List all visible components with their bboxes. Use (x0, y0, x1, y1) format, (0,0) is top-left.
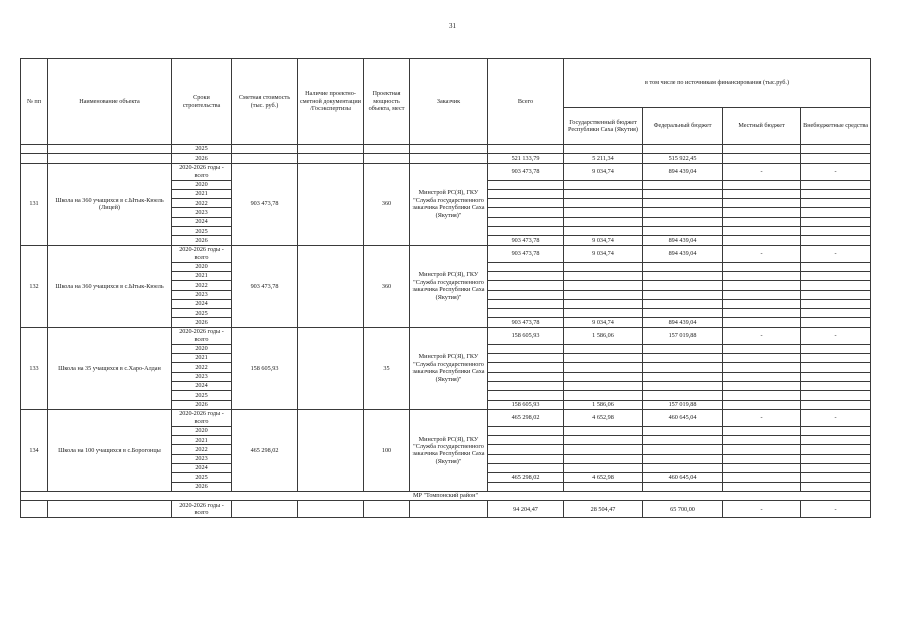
customer-cell: Минстрой РС(Я), ГКУ "Служба государственного заказчика Республики Саха (Якутия)" (410, 327, 488, 409)
federal-budget-cell (643, 436, 723, 445)
estimated-cost: 465 298,02 (232, 409, 298, 491)
federal-budget-cell (643, 189, 723, 198)
extrabudget-cell (801, 227, 871, 236)
capacity-cell (364, 154, 410, 163)
table-row (21, 163, 871, 180)
year-cell: 2020 (172, 344, 232, 353)
federal-budget-cell (643, 271, 723, 280)
extrabudget-cell (801, 309, 871, 318)
header-capacity: Проектная мощность объекта, мест (364, 59, 410, 145)
year-cell: 2026 (172, 318, 232, 327)
financing-table (20, 58, 871, 518)
project-name: Школа на 360 учащихся в с.Ытык-Кюель (48, 245, 172, 327)
state-budget-cell: 9 034,74 (564, 163, 643, 180)
customer-cell: Минстрой РС(Я), ГКУ "Служба государственного заказчика Республики Саха (Якутия)" (410, 409, 488, 491)
total-cell (488, 482, 564, 491)
year-cell: 2020-2026 годы - всего (172, 501, 232, 518)
state-budget-cell: 4 652,98 (564, 409, 643, 426)
extrabudget-cell (801, 271, 871, 280)
extrabudget-dash: - (801, 327, 871, 344)
federal-budget-cell (643, 262, 723, 271)
federal-budget-cell: 157 019,88 (643, 327, 723, 344)
cost-cell (232, 154, 298, 163)
project-number: 133 (21, 327, 48, 409)
local-budget-cell (723, 482, 801, 491)
federal-budget-cell: 515 922,45 (643, 154, 723, 163)
project-name: Школа на 35 учащихся в с.Харо-Алдан (48, 327, 172, 409)
local-budget-cell (723, 400, 801, 409)
docs-cell (298, 409, 364, 491)
state-budget-cell (564, 199, 643, 208)
year-cell: 2022 (172, 199, 232, 208)
name-cell (48, 145, 172, 154)
year-cell: 2022 (172, 281, 232, 290)
federal-budget-cell: 65 700,00 (643, 501, 723, 518)
total-cell (488, 145, 564, 154)
state-budget-cell (564, 381, 643, 390)
year-cell: 2025 (172, 473, 232, 482)
local-budget-cell (723, 217, 801, 226)
federal-budget-cell (643, 354, 723, 363)
total-cell: 903 473,78 (488, 318, 564, 327)
total-cell: 158 605,93 (488, 327, 564, 344)
cost-cell (232, 145, 298, 154)
state-budget-cell: 28 504,47 (564, 501, 643, 518)
state-budget-cell: 9 034,74 (564, 318, 643, 327)
year-cell: 2025 (172, 227, 232, 236)
total-cell (488, 217, 564, 226)
state-budget-cell: 9 034,74 (564, 245, 643, 262)
extrabudget-cell (801, 344, 871, 353)
local-budget-cell (723, 262, 801, 271)
local-budget-cell (723, 309, 801, 318)
federal-budget-cell (643, 482, 723, 491)
header-total: Всего (488, 59, 564, 145)
local-budget-dash: - (723, 501, 801, 518)
header-customer: Заказчик (410, 59, 488, 145)
total-cell: 903 473,78 (488, 236, 564, 245)
capacity-cell: 35 (364, 327, 410, 409)
region-row (21, 491, 871, 500)
state-budget-cell: 1 586,06 (564, 400, 643, 409)
name-cell (48, 154, 172, 163)
num-cell (21, 145, 48, 154)
extrabudget-cell (801, 236, 871, 245)
capacity-cell (364, 501, 410, 518)
capacity-cell: 360 (364, 163, 410, 245)
table-row (21, 145, 871, 154)
year-cell: 2020-2026 годы - всего (172, 409, 232, 426)
estimated-cost: 903 473,78 (232, 245, 298, 327)
state-budget-cell (564, 354, 643, 363)
total-cell (488, 309, 564, 318)
total-cell (488, 436, 564, 445)
capacity-cell: 360 (364, 245, 410, 327)
extrabudget-cell (801, 372, 871, 381)
local-budget-cell (723, 145, 801, 154)
local-budget-cell (723, 154, 801, 163)
total-cell (488, 381, 564, 390)
extrabudget-cell (801, 299, 871, 308)
year-cell: 2020-2026 годы - всего (172, 245, 232, 262)
state-budget-cell (564, 189, 643, 198)
federal-budget-cell: 894 439,04 (643, 163, 723, 180)
extrabudget-cell (801, 318, 871, 327)
federal-budget-cell (643, 445, 723, 454)
total-cell (488, 299, 564, 308)
state-budget-cell (564, 482, 643, 491)
extrabudget-cell (801, 281, 871, 290)
local-budget-cell (723, 290, 801, 299)
state-budget-cell (564, 309, 643, 318)
local-budget-cell (723, 208, 801, 217)
year-cell: 2021 (172, 354, 232, 363)
state-budget-cell (564, 464, 643, 473)
table-row (21, 501, 871, 518)
local-budget-cell (723, 454, 801, 463)
docs-cell (298, 145, 364, 154)
customer-cell (410, 154, 488, 163)
header-name: Наименование объекта (48, 59, 172, 145)
total-cell (488, 354, 564, 363)
local-budget-cell (723, 236, 801, 245)
local-budget-cell (723, 372, 801, 381)
federal-budget-cell (643, 217, 723, 226)
extrabudget-cell (801, 482, 871, 491)
region-title: МР "Томпонский район" (21, 491, 871, 500)
year-cell: 2023 (172, 208, 232, 217)
customer-cell: Минстрой РС(Я), ГКУ "Служба государственного заказчика Республики Саха (Якутия)" (410, 163, 488, 245)
total-cell (488, 426, 564, 435)
federal-budget-cell (643, 454, 723, 463)
local-budget-cell (723, 271, 801, 280)
extrabudget-cell (801, 208, 871, 217)
total-cell (488, 290, 564, 299)
state-budget-cell (564, 208, 643, 217)
total-cell (488, 445, 564, 454)
extrabudget-cell (801, 454, 871, 463)
table-row (21, 409, 871, 426)
local-budget-dash: - (723, 327, 801, 344)
federal-budget-cell: 460 645,04 (643, 409, 723, 426)
extrabudget-dash: - (801, 409, 871, 426)
state-budget-cell (564, 262, 643, 271)
local-budget-cell (723, 344, 801, 353)
federal-budget-cell: 460 645,04 (643, 473, 723, 482)
state-budget-cell (564, 426, 643, 435)
local-budget-cell (723, 464, 801, 473)
state-budget-cell (564, 299, 643, 308)
total-cell (488, 199, 564, 208)
local-budget-cell (723, 180, 801, 189)
table-row (21, 327, 871, 344)
local-budget-dash: - (723, 163, 801, 180)
federal-budget-cell (643, 281, 723, 290)
docs-cell (298, 501, 364, 518)
total-cell: 465 298,02 (488, 473, 564, 482)
total-cell (488, 271, 564, 280)
federal-budget-cell (643, 299, 723, 308)
state-budget-cell: 4 652,98 (564, 473, 643, 482)
state-budget-cell: 9 034,74 (564, 236, 643, 245)
customer-cell (410, 145, 488, 154)
state-budget-cell (564, 271, 643, 280)
extrabudget-cell (801, 154, 871, 163)
local-budget-cell (723, 391, 801, 400)
total-cell (488, 363, 564, 372)
extrabudget-cell (801, 426, 871, 435)
year-cell: 2024 (172, 381, 232, 390)
local-budget-cell (723, 299, 801, 308)
extrabudget-cell (801, 381, 871, 390)
extrabudget-cell (801, 363, 871, 372)
header-cost: Сметная стоимость (тыс. руб.) (232, 59, 298, 145)
total-cell (488, 180, 564, 189)
docs-cell (298, 327, 364, 409)
year-cell: 2023 (172, 454, 232, 463)
federal-budget-cell (643, 381, 723, 390)
state-budget-cell (564, 363, 643, 372)
year-cell: 2025 (172, 391, 232, 400)
federal-budget-cell (643, 227, 723, 236)
docs-cell (298, 154, 364, 163)
extrabudget-cell (801, 436, 871, 445)
state-budget-cell (564, 180, 643, 189)
extrabudget-cell (801, 189, 871, 198)
federal-budget-cell: 894 439,04 (643, 245, 723, 262)
federal-budget-cell (643, 464, 723, 473)
header-num: № пп (21, 59, 48, 145)
num-cell (21, 501, 48, 518)
header-extrabudget: Внебюджетные средства (801, 108, 871, 145)
year-cell: 2026 (172, 236, 232, 245)
header-docs: Наличие проектно-сметной документации /Госэкспертизы (298, 59, 364, 145)
state-budget-cell (564, 372, 643, 381)
year-cell: 2023 (172, 372, 232, 381)
total-cell (488, 464, 564, 473)
extrabudget-cell (801, 199, 871, 208)
state-budget-cell (564, 454, 643, 463)
header-federal-budget: Федеральный бюджет (643, 108, 723, 145)
year-cell: 2021 (172, 271, 232, 280)
year-cell: 2020 (172, 262, 232, 271)
state-budget-cell (564, 391, 643, 400)
docs-cell (298, 163, 364, 245)
capacity-cell (364, 145, 410, 154)
year-cell: 2020 (172, 180, 232, 189)
header-sources-group: в том числе по источникам финансирования (тыс.руб.) (564, 59, 871, 108)
total-cell: 521 133,79 (488, 154, 564, 163)
total-cell (488, 454, 564, 463)
federal-budget-cell (643, 309, 723, 318)
federal-budget-cell (643, 391, 723, 400)
estimated-cost: 903 473,78 (232, 163, 298, 245)
extrabudget-cell (801, 473, 871, 482)
total-cell: 903 473,78 (488, 245, 564, 262)
state-budget-cell (564, 436, 643, 445)
capacity-cell: 100 (364, 409, 410, 491)
customer-cell (410, 501, 488, 518)
year-cell: 2024 (172, 464, 232, 473)
year-cell: 2026 (172, 154, 232, 163)
federal-budget-cell: 894 439,04 (643, 318, 723, 327)
federal-budget-cell: 894 439,04 (643, 236, 723, 245)
local-budget-cell (723, 445, 801, 454)
local-budget-cell (723, 189, 801, 198)
local-budget-cell (723, 227, 801, 236)
local-budget-cell (723, 354, 801, 363)
total-cell: 903 473,78 (488, 163, 564, 180)
header-period: Сроки строительства (172, 59, 232, 145)
cost-cell (232, 501, 298, 518)
local-budget-cell (723, 318, 801, 327)
local-budget-cell (723, 199, 801, 208)
federal-budget-cell (643, 145, 723, 154)
extrabudget-cell (801, 290, 871, 299)
docs-cell (298, 245, 364, 327)
year-cell: 2024 (172, 299, 232, 308)
extrabudget-cell (801, 391, 871, 400)
extrabudget-dash: - (801, 163, 871, 180)
extrabudget-cell (801, 217, 871, 226)
project-number: 132 (21, 245, 48, 327)
project-name: Школа на 360 учащихся в с.Ытык-Кюель (Лицей) (48, 163, 172, 245)
state-budget-cell (564, 290, 643, 299)
federal-budget-cell (643, 363, 723, 372)
local-budget-cell (723, 281, 801, 290)
year-cell: 2021 (172, 436, 232, 445)
state-budget-cell (564, 227, 643, 236)
table-body (21, 145, 871, 518)
extrabudget-cell (801, 445, 871, 454)
estimated-cost: 158 605,93 (232, 327, 298, 409)
extrabudget-dash: - (801, 501, 871, 518)
name-cell (48, 501, 172, 518)
local-budget-dash: - (723, 409, 801, 426)
federal-budget-cell (643, 372, 723, 381)
year-cell: 2023 (172, 290, 232, 299)
total-cell (488, 281, 564, 290)
state-budget-cell (564, 145, 643, 154)
extrabudget-cell (801, 145, 871, 154)
local-budget-cell (723, 381, 801, 390)
year-cell: 2026 (172, 482, 232, 491)
year-cell: 2024 (172, 217, 232, 226)
local-budget-cell (723, 473, 801, 482)
page-number: 31 (449, 22, 456, 30)
state-budget-cell (564, 344, 643, 353)
year-cell: 2020-2026 годы - всего (172, 163, 232, 180)
total-cell: 158 605,93 (488, 400, 564, 409)
total-cell (488, 208, 564, 217)
state-budget-cell (564, 445, 643, 454)
federal-budget-cell (643, 426, 723, 435)
header-row (21, 59, 871, 108)
local-budget-cell (723, 426, 801, 435)
customer-cell: Минстрой РС(Я), ГКУ "Служба государственного заказчика Республики Саха (Якутия)" (410, 245, 488, 327)
extrabudget-cell (801, 354, 871, 363)
year-cell: 2022 (172, 363, 232, 372)
year-cell: 2026 (172, 400, 232, 409)
total-cell (488, 391, 564, 400)
total-cell (488, 372, 564, 381)
total-cell: 465 298,02 (488, 409, 564, 426)
total-cell: 94 204,47 (488, 501, 564, 518)
total-cell (488, 189, 564, 198)
total-cell (488, 344, 564, 353)
total-cell (488, 262, 564, 271)
local-budget-cell (723, 436, 801, 445)
local-budget-cell (723, 363, 801, 372)
header-local-budget: Местный бюджет (723, 108, 801, 145)
extrabudget-cell (801, 180, 871, 189)
federal-budget-cell (643, 344, 723, 353)
year-cell: 2025 (172, 145, 232, 154)
table-row (21, 154, 871, 163)
header-state-budget: Государственный бюджет Республики Саха (Якутия) (564, 108, 643, 145)
local-budget-dash: - (723, 245, 801, 262)
year-cell: 2020-2026 годы - всего (172, 327, 232, 344)
table-row (21, 245, 871, 262)
project-name: Школа на 100 учащихся в с.Борогонцы (48, 409, 172, 491)
extrabudget-dash: - (801, 245, 871, 262)
state-budget-cell: 1 586,06 (564, 327, 643, 344)
project-number: 131 (21, 163, 48, 245)
extrabudget-cell (801, 262, 871, 271)
federal-budget-cell (643, 208, 723, 217)
federal-budget-cell (643, 180, 723, 189)
state-budget-cell: 5 211,34 (564, 154, 643, 163)
federal-budget-cell (643, 290, 723, 299)
state-budget-cell (564, 217, 643, 226)
year-cell: 2020 (172, 426, 232, 435)
year-cell: 2022 (172, 445, 232, 454)
federal-budget-cell (643, 199, 723, 208)
num-cell (21, 154, 48, 163)
project-number: 134 (21, 409, 48, 491)
federal-budget-cell: 157 019,88 (643, 400, 723, 409)
year-cell: 2025 (172, 309, 232, 318)
extrabudget-cell (801, 464, 871, 473)
state-budget-cell (564, 281, 643, 290)
total-cell (488, 227, 564, 236)
extrabudget-cell (801, 400, 871, 409)
year-cell: 2021 (172, 189, 232, 198)
